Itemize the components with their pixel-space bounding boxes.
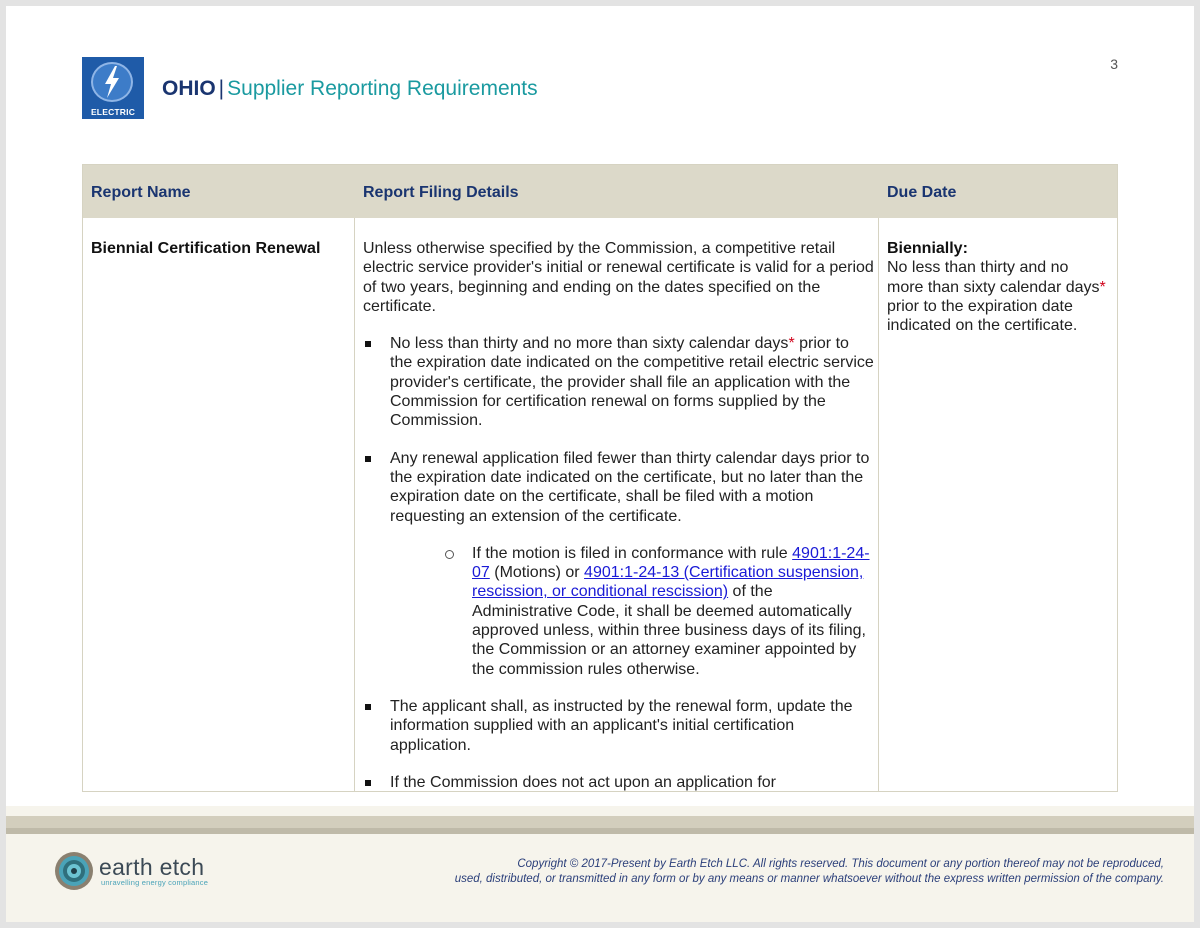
earth-etch-logo-icon xyxy=(54,851,94,891)
state-name: OHIO xyxy=(162,77,216,100)
bullet-icon xyxy=(365,456,371,462)
copyright-line: Copyright © 2017-Present by Earth Etch LLC. All rights reserved. This document or any portion thereof may not be reproduced, xyxy=(517,858,1164,870)
report-name-cell: Biennial Certification Renewal xyxy=(91,240,321,257)
sub-list xyxy=(390,544,875,679)
bullet-icon xyxy=(365,780,371,786)
column-header-due-date: Due Date xyxy=(887,184,957,201)
bullet-text: Any renewal application filed fewer than thirty calendar days prior to the expiration date indicated on the certificate, but no later than the expiration date on the certificate, shall be filed with a motion requesting an extension of the certificate. xyxy=(390,449,870,525)
bullet-icon xyxy=(365,341,371,347)
circle-bullet-icon xyxy=(445,550,454,559)
column-header-report-name: Report Name xyxy=(91,184,191,201)
due-date-cell xyxy=(887,239,1107,335)
table-header xyxy=(83,165,1117,218)
sub-text: If the motion is filed in conformance with rule xyxy=(472,544,793,562)
list-item xyxy=(363,334,875,430)
bullet-text: If the Commission does not act upon an application for xyxy=(390,773,776,791)
footer-stripe xyxy=(6,828,1194,834)
bullet-text: prior to the expiration date indicated on the competitive retail electric service provider's certificate, the provider shall file an application with the Commission for certification renewal on forms supplied by the Commission. xyxy=(390,335,874,430)
copyright-notice xyxy=(455,857,1164,886)
footer-stripe xyxy=(6,816,1194,828)
sub-text: (Motions) or xyxy=(489,564,585,582)
footer-brand-name: earth etch xyxy=(99,854,205,880)
list-item xyxy=(363,697,875,755)
details-bullet-list xyxy=(363,334,875,792)
bullet-text: The applicant shall, as instructed by the renewal form, update the information supplied with an applicant's initial certification application. xyxy=(390,697,853,754)
bullet-text: No less than thirty and no more than sixty calendar days xyxy=(390,335,789,353)
footer-tagline: unravelling energy compliance xyxy=(101,878,209,887)
due-text-part: No less than thirty and no more than sixty calendar days xyxy=(887,259,1100,296)
logo-label: ELECTRIC xyxy=(90,107,136,117)
page-number: 3 xyxy=(1110,56,1118,72)
title-separator: | xyxy=(218,77,225,100)
column-divider xyxy=(354,218,355,791)
lightning-bolt-icon xyxy=(98,65,126,99)
column-header-filing-details: Report Filing Details xyxy=(363,184,519,201)
requirements-table xyxy=(82,164,1118,792)
asterisk-mark: * xyxy=(1099,278,1106,296)
column-divider xyxy=(878,218,879,791)
document-page xyxy=(6,6,1194,922)
list-item xyxy=(363,773,875,792)
due-text xyxy=(887,258,1107,335)
page-title xyxy=(162,77,538,101)
sub-list-item xyxy=(390,544,875,679)
rule-link-certification-suspension[interactable]: 4901:1-24-13 (Certification suspension, rescission, or conditional rescission) xyxy=(472,564,864,601)
rule-link-motions[interactable]: 4901:1-24-07 xyxy=(472,544,870,582)
filing-details-cell xyxy=(363,239,875,792)
due-label: Biennially: xyxy=(887,240,968,257)
due-text-part: prior to the expiration date indicated on the certificate. xyxy=(887,297,1078,335)
sub-text: of the Administrative Code, it shall be deemed automatically approved unless, within three business days of its filing, the Commission or an attorney examiner appointed by the commission rules otherwise. xyxy=(472,583,866,678)
bullet-icon xyxy=(365,704,371,710)
electric-logo xyxy=(82,57,144,119)
intro-paragraph: Unless otherwise specified by the Commission, a competitive retail electric service provider's initial or renewal certificate is valid for a period of two years, beginning and ending on the dates specified on the certificate. xyxy=(363,240,874,315)
page-subtitle: Supplier Reporting Requirements xyxy=(227,77,538,100)
list-item xyxy=(363,449,875,679)
copyright-line: used, distributed, or transmitted in any form or by any means or manner whatsoever without the express written permission of the company. xyxy=(454,872,1164,885)
asterisk-mark: * xyxy=(788,335,795,353)
